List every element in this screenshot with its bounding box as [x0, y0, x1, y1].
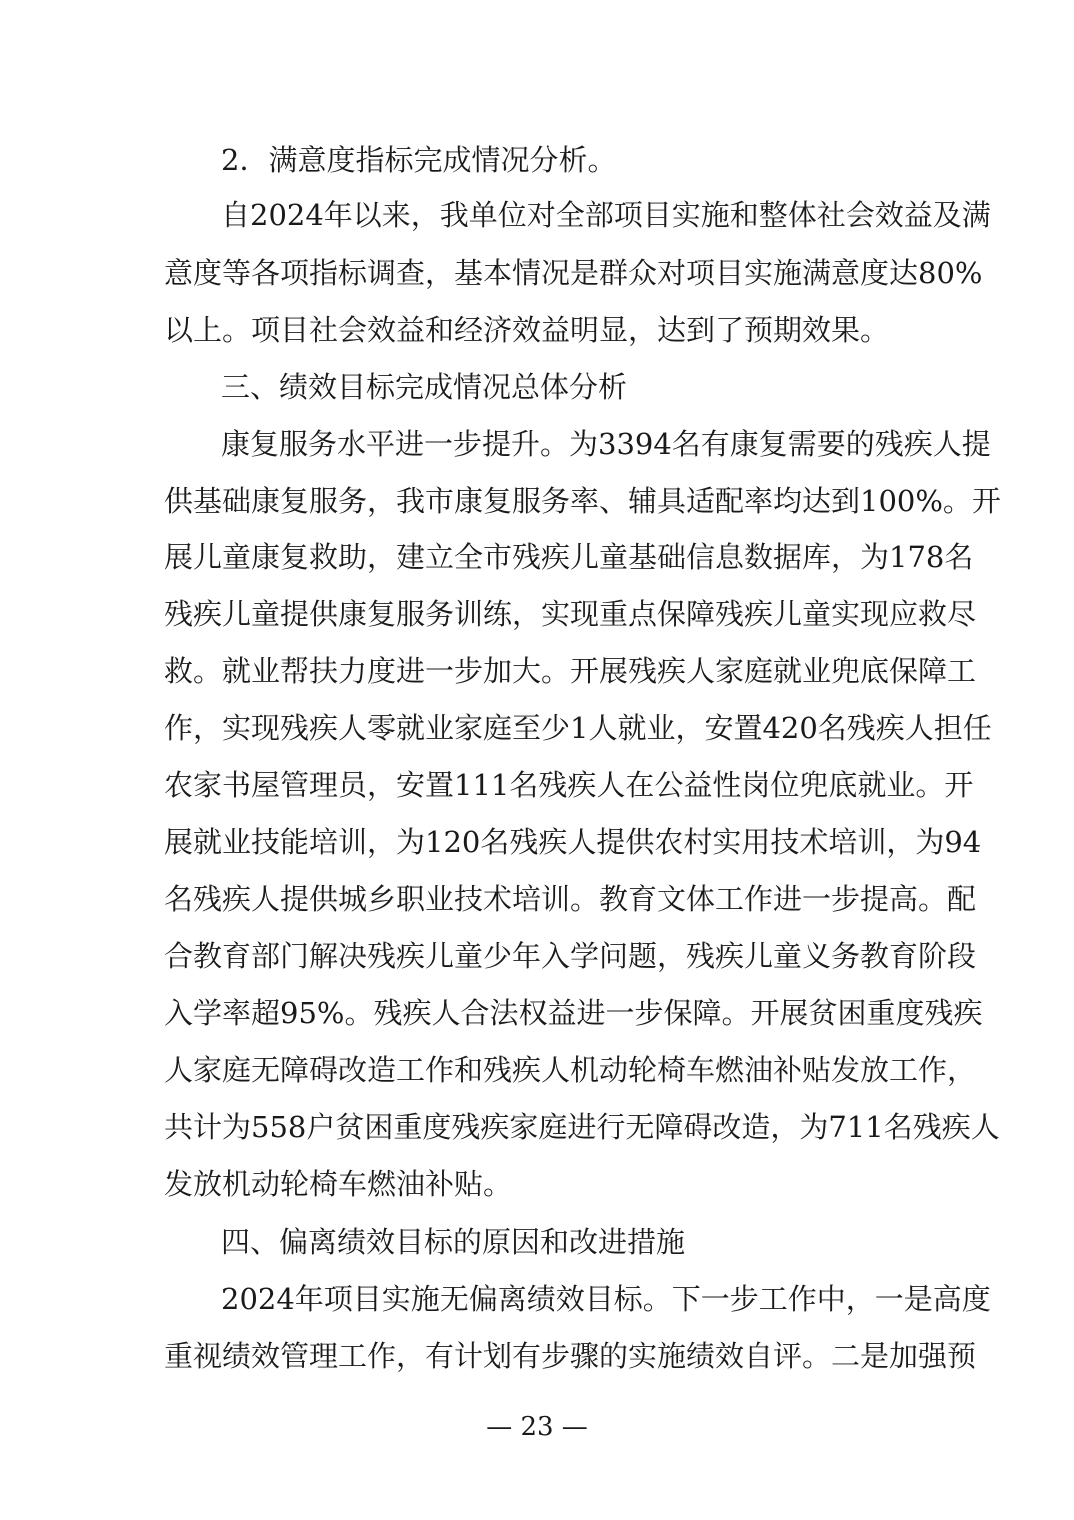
paragraph-line: 救。就业帮扶力度进一步加大。开展残疾人家庭就业兜底保障工 — [164, 654, 977, 688]
paragraph-line: 自2024年以来，我单位对全部项目实施和整体社会效益及满 — [221, 198, 991, 232]
paragraph-line: 人家庭无障碍改造工作和残疾人机动轮椅车燃油补贴发放工作， — [164, 1053, 977, 1087]
paragraph-line: 重视绩效管理工作，有计划有步骤的实施绩效自评。二是加强预 — [164, 1339, 977, 1373]
paragraph-line: 意度等各项指标调查，基本情况是群众对项目实施满意度达80% — [164, 256, 983, 290]
paragraph-line: 展儿童康复救助，建立全市残疾儿童基础信息数据库，为178名 — [164, 540, 974, 574]
paragraph-line: 名残疾人提供城乡职业技术培训。教育文体工作进一步提高。配 — [164, 882, 977, 916]
paragraph-line: 以上。项目社会效益和经济效益明显，达到了预期效果。 — [164, 313, 890, 347]
paragraph-line: 作，实现残疾人零就业家庭至少1人就业，安置420名残疾人担任 — [164, 711, 992, 745]
paragraph-line: 发放机动轮椅车燃油补贴。 — [164, 1167, 513, 1201]
paragraph-line: 康复服务水平进一步提升。为3394名有康复需要的残疾人提 — [221, 427, 991, 461]
section-heading-deviation: 四、偏离绩效目标的原因和改进措施 — [221, 1225, 686, 1259]
paragraph-line: 农家书屋管理员，安置111名残疾人在公益性岗位兜底就业。开 — [164, 768, 974, 802]
section-heading-overall-analysis: 三、绩效目标完成情况总体分析 — [221, 370, 628, 404]
paragraph-line: 共计为558户贫困重度残疾家庭进行无障碍改造，为711名残疾人 — [164, 1110, 1000, 1144]
paragraph-line: 供基础康复服务，我市康复服务率、辅具适配率均达到100%。开 — [164, 484, 1001, 518]
paragraph-line: 入学率超95%。残疾人合法权益进一步保障。开展贫困重度残疾 — [164, 996, 983, 1030]
page-number: — 23 — — [486, 1412, 588, 1442]
paragraph-line: 残疾儿童提供康复服务训练，实现重点保障残疾儿童实现应救尽 — [164, 597, 977, 631]
paragraph-line: 合教育部门解决残疾儿童少年入学问题，残疾儿童义务教育阶段 — [164, 939, 977, 973]
paragraph-line: 2024年项目实施无偏离绩效目标。下一步工作中，一是高度 — [221, 1282, 991, 1316]
paragraph-line: 展就业技能培训，为120名残疾人提供农村实用技术培训，为94 — [164, 825, 982, 859]
section-heading-satisfaction: 2．满意度指标完成情况分析。 — [221, 143, 617, 177]
